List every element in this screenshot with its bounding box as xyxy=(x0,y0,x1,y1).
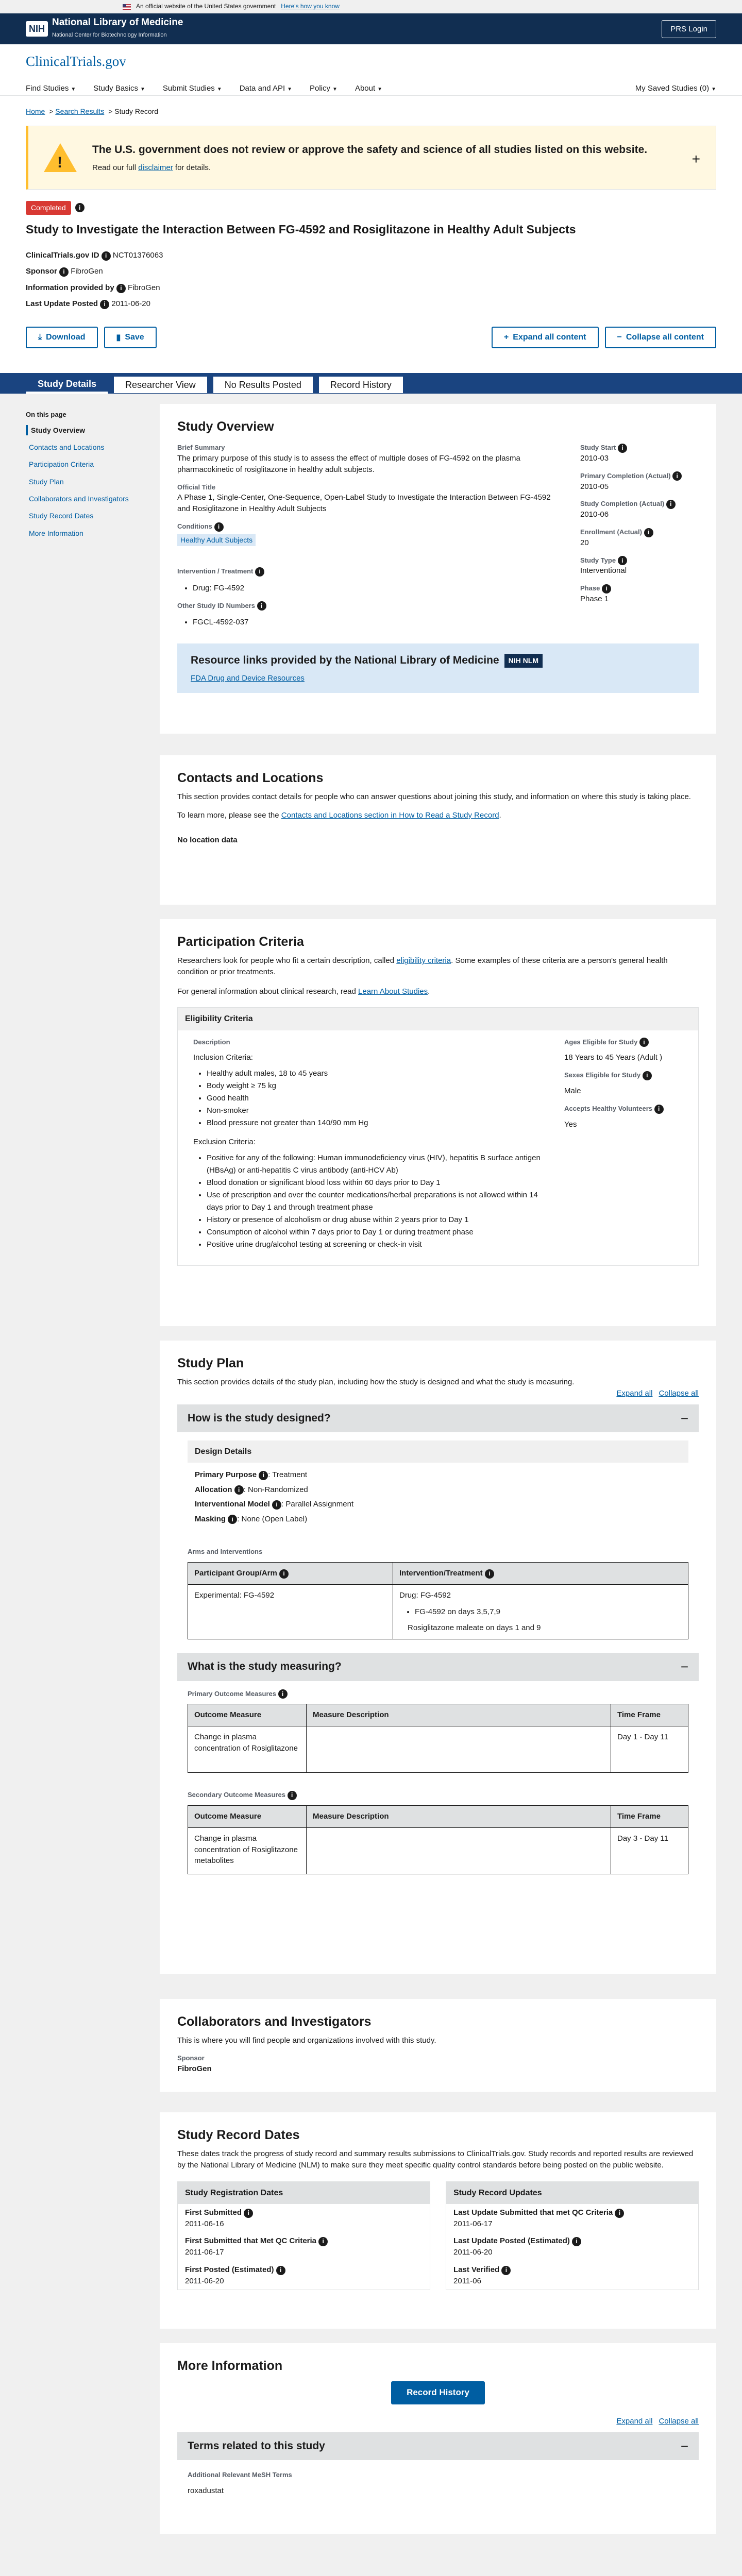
plus-icon: + xyxy=(503,332,509,342)
mesh-term: roxadustat xyxy=(188,2486,224,2495)
primary-outcome-label: Primary Outcome Measures xyxy=(188,1689,276,1698)
sidebar-item-more[interactable]: More Information xyxy=(29,529,83,537)
chevron-down-icon: ▼ xyxy=(377,87,383,93)
info-icon[interactable]: i xyxy=(228,1515,237,1524)
content xyxy=(160,404,716,2575)
menu-submit-studies[interactable]: Submit Studies ▼ xyxy=(162,84,222,93)
tab-study-details[interactable]: Study Details xyxy=(26,376,108,394)
dates-text: These dates track the progress of study record and summary results submissions to ClinicalTrials.gov. Study records and reported results are reviewed by the National Library of Medicine (NLM) to make sure they meet specific quality control standards before being posted on the public website. xyxy=(177,2149,694,2170)
chevron-down-icon: ▼ xyxy=(71,87,76,93)
contacts-more: To learn more, please see the Contacts and Locations section in How to Read a Study Record. xyxy=(177,810,501,820)
masking: : None (Open Label) xyxy=(237,1514,308,1523)
study-info-provider: FibroGen xyxy=(128,283,160,292)
info-icon[interactable]: i xyxy=(276,2266,285,2275)
info-icon[interactable]: i xyxy=(257,601,266,611)
menu-data-api[interactable]: Data and API ▼ xyxy=(239,84,293,93)
brief-label: Brief Summary xyxy=(177,444,225,452)
sidebar xyxy=(26,404,139,2575)
info-icon[interactable]: i xyxy=(278,1689,288,1699)
exclusion-list xyxy=(193,1152,544,1251)
gov-banner-text: An official website of the United States government xyxy=(136,3,276,10)
sidebar-item-contacts[interactable]: Contacts and Locations xyxy=(29,443,105,452)
warning-icon: ! xyxy=(44,143,77,172)
intervention-cell: Drug: FG-4592 • FG-4592 on days 3,5,7,9 Rosiglitazone maleate on days 1 and 9 xyxy=(393,1584,688,1639)
study-meta: ClinicalTrials.gov ID i NCT01376063 Sponsor i FibroGen Information provided by i FibroGen Last Update Posted i 2011-06-20 xyxy=(26,250,163,309)
allocation: : Non-Randomized xyxy=(243,1485,308,1494)
contacts-more-link[interactable]: Contacts and Locations section in How to Read a Study Record xyxy=(281,810,499,820)
primary-purpose: : Treatment xyxy=(268,1470,308,1480)
enrollment: 20 xyxy=(580,538,589,547)
minus-icon: − xyxy=(680,2438,688,2454)
list-item: • Blood donation or significant blood loss within 60 days prior to Day 1 xyxy=(207,1177,544,1189)
resource-title: Resource links provided by the National Library of Medicine xyxy=(191,654,499,667)
info-icon[interactable]: i xyxy=(255,567,264,577)
collab-sponsor-label: Sponsor xyxy=(177,2054,205,2062)
other-ids-label: Other Study ID Numbers i xyxy=(177,601,560,611)
more-title: More Information xyxy=(177,2358,283,2373)
expand-icon[interactable]: + xyxy=(692,151,700,167)
more-expand-all[interactable]: Expand all xyxy=(616,2416,653,2426)
chevron-down-icon: ▼ xyxy=(140,87,145,93)
breadcrumb: Home > Search Results > Study Record xyxy=(26,107,159,115)
site-nav xyxy=(0,44,742,96)
info-icon[interactable]: i xyxy=(666,500,676,509)
info-icon[interactable]: i xyxy=(618,444,627,453)
chevron-down-icon: ▼ xyxy=(711,87,716,93)
eligibility-heading: Eligibility Criteria xyxy=(178,1008,698,1030)
arms-header-group: Participant Group/Arm i xyxy=(188,1563,393,1585)
measure-title: What is the study measuring? xyxy=(188,1660,342,1673)
info-icon[interactable]: i xyxy=(618,556,627,565)
participation-title: Participation Criteria xyxy=(177,934,304,949)
plan-title: Study Plan xyxy=(177,1355,244,1370)
mesh-label: Additional Relevant MeSH Terms xyxy=(188,2471,292,2479)
ages-eligible: 18 Years to 45 Years (Adult ) xyxy=(564,1053,663,1062)
info-icon[interactable]: i xyxy=(214,522,224,532)
chevron-down-icon: ▼ xyxy=(216,87,222,93)
resource-links xyxy=(177,643,699,693)
study-last-update: 2011-06-20 xyxy=(111,299,150,309)
info-icon[interactable]: i xyxy=(259,1471,268,1480)
info-icon[interactable]: i xyxy=(272,1500,281,1510)
status-row xyxy=(26,201,716,214)
design-details-heading: Design Details xyxy=(188,1440,688,1463)
menu-about[interactable]: About ▼ xyxy=(355,84,383,93)
minus-icon: − xyxy=(680,1659,688,1675)
more-section xyxy=(160,2343,716,2534)
arms-header-intervention: Intervention/Treatment i xyxy=(393,1563,688,1585)
info-icon[interactable]: i xyxy=(244,2209,253,2218)
info-icon[interactable]: i xyxy=(654,1105,664,1114)
minus-icon: − xyxy=(617,332,622,342)
measure-accordion[interactable] xyxy=(177,1653,699,1681)
healthy-volunteers: Yes xyxy=(564,1120,577,1129)
phase: Phase 1 xyxy=(580,595,609,603)
breadcrumb-current: Study Record xyxy=(114,107,159,115)
prs-login-button[interactable]: PRS Login xyxy=(662,20,716,38)
menu-study-basics[interactable]: Study Basics ▼ xyxy=(93,84,145,93)
download-icon: ⤓ xyxy=(38,332,42,342)
brief-summary: The primary purpose of this study is to assess the effect of multiple doses of FG-4592 on the plasma pharmacokinetic of rosiglitazone in healthy adult subjects. xyxy=(177,454,520,474)
saved-studies-link[interactable]: My Saved Studies (0) ▼ xyxy=(635,84,716,93)
inclusion-heading: Inclusion Criteria: xyxy=(193,1053,253,1062)
info-icon[interactable]: i xyxy=(602,584,611,594)
info-icon[interactable]: i xyxy=(639,1038,649,1047)
sidebar-item-overview[interactable]: Study Overview xyxy=(26,425,139,435)
info-icon[interactable]: i xyxy=(501,2266,511,2275)
menu-policy[interactable]: Policy ▼ xyxy=(310,84,338,93)
bookmark-icon: ▮ xyxy=(116,333,121,342)
collaborators-section xyxy=(160,1999,716,2092)
table-row: Change in plasma concentration of Rosiglitazone Day 1 - Day 11 xyxy=(188,1726,688,1773)
fda-resources-link[interactable]: FDA Drug and Device Resources xyxy=(191,673,305,683)
info-icon[interactable]: i xyxy=(59,267,69,277)
study-completion: 2010-06 xyxy=(580,510,609,519)
list-item: • History or presence of alcoholism or drug abuse within 2 years prior to Day 1 xyxy=(207,1214,544,1226)
us-flag-icon xyxy=(123,4,131,10)
list-item: • Positive for any of the following: Human immunodeficiency virus (HIV), hepatitis B surface antigen (HBsAg) or anti-hepatitis C virus antibody (anti-HCV Ab) xyxy=(207,1152,544,1177)
chevron-down-icon: ▼ xyxy=(287,87,293,93)
info-icon[interactable]: i xyxy=(643,1071,652,1080)
official-title: A Phase 1, Single-Center, One-Sequence, Open-Label Study to Investigate the Interaction Between FG-4592 and Rosiglitazone in Healthy Adult Subjects xyxy=(177,493,551,514)
study-sponsor: FibroGen xyxy=(71,267,103,276)
nih-nlm-logo-icon: NIH NLM xyxy=(504,654,543,667)
info-icon[interactable]: i xyxy=(485,1569,494,1579)
study-id: NCT01376063 xyxy=(112,250,163,260)
list-item: • Use of prescription and over the counter medications/herbal preparations is not allowed within 14 days prior to Day 1 and through treatment phase xyxy=(207,1189,544,1214)
disclaimer-alert xyxy=(26,126,716,190)
info-icon[interactable]: i xyxy=(116,284,126,293)
general-info: For general information about clinical research, read Learn About Studies. xyxy=(177,987,430,996)
contacts-title: Contacts and Locations xyxy=(177,770,324,785)
design-accordion[interactable] xyxy=(177,1404,699,1432)
tab-researcher-view[interactable]: Researcher View xyxy=(113,376,208,394)
actions-bar xyxy=(26,327,716,354)
contacts-section xyxy=(160,755,716,905)
chevron-down-icon: ▼ xyxy=(332,87,338,93)
sexes-eligible: Male xyxy=(564,1087,581,1096)
gov-banner-link[interactable]: Here's how you know xyxy=(281,3,340,10)
arm-cell: Experimental: FG-4592 xyxy=(188,1584,393,1639)
plan-expand-all[interactable]: Expand all xyxy=(616,1388,653,1398)
arms-label: Arms and Interventions xyxy=(188,1548,263,1556)
sidebar-heading: On this page xyxy=(26,410,66,418)
info-icon[interactable]: i xyxy=(75,203,85,212)
exclusion-heading: Exclusion Criteria: xyxy=(193,1138,256,1147)
eligibility-link[interactable]: eligibility criteria xyxy=(396,956,451,965)
study-type: Interventional xyxy=(580,566,627,575)
nlm-logo[interactable] xyxy=(26,18,183,40)
official-label: Official Title xyxy=(177,483,216,491)
list-item: • Consumption of alcohol within 7 days prior to Day 1 or during treatment phase xyxy=(207,1226,544,1239)
eligibility-box: Eligibility Criteria Description Inclusion Criteria: • Healthy adult males, 18 to 45 years • Body weight ≥ 75 kg • Good health • Non-smoker • Blood pressure not greater than 140/90 mm Hg Exclusion Criteria: • Positive for any of the following: Human immunodeficiency virus (HIV), hepatitis B surface antigen (HBsAg) or anti-hepatitis C virus antibody (anti-HCV Ab) • Blood donation or significant blood loss within 60 days prior to Day 1 • Use of prescription and over the counter medications/herbal preparations is not allowed within 14 days prior to Day 1 and through treatment phase • History or presence of alcoholism or drug abuse within 2 years prior to Day 1 • Consumption of alcohol within 7 days prior to Day 1 or during treatment phase • Positive urine drug/alcohol testing at screening or check-in visit Ages Eligible for Study i 18 Years to 45 Years (Adult ) Sexes Eligible for Study i Male Accepts Healthy Volunteers i Yes xyxy=(177,1007,699,1266)
conditions-label: Conditions i xyxy=(177,522,560,532)
intervention-label: Intervention / Treatment i xyxy=(177,567,560,577)
intervention-item: • Drug: FG-4592 xyxy=(193,583,560,594)
plan-text: This section provides details of the study plan, including how the study is designed and what the study is measuring. xyxy=(177,1378,575,1387)
disclaimer-text: Read our full disclaimer for details. xyxy=(92,163,211,172)
secondary-outcome-table: Outcome Measure Measure Description Time Frame Change in plasma concentration of Rosiglitazone metabolites Day 3 - Day 11 xyxy=(188,1805,688,1874)
plan-collapse-all[interactable]: Collapse all xyxy=(659,1388,699,1398)
info-icon[interactable]: i xyxy=(288,1791,297,1800)
nlm-name: National Library of Medicine xyxy=(52,16,183,28)
more-collapse-all[interactable]: Collapse all xyxy=(659,2416,699,2426)
info-icon[interactable]: i xyxy=(234,1485,244,1495)
table-row: Change in plasma concentration of Rosiglitazone metabolites Day 3 - Day 11 xyxy=(188,1827,688,1874)
info-icon[interactable]: i xyxy=(644,528,653,537)
participation-section xyxy=(160,919,716,1326)
disclaimer-title: The U.S. government does not review or approve the safety and science of all studies listed on this website. xyxy=(92,144,648,156)
info-icon[interactable]: i xyxy=(102,251,111,261)
gov-banner xyxy=(0,0,742,13)
info-icon[interactable]: i xyxy=(572,2237,581,2246)
info-icon[interactable]: i xyxy=(100,300,109,309)
collab-sponsor: FibroGen xyxy=(177,2064,212,2073)
minus-icon: − xyxy=(680,1410,688,1426)
list-item: • Positive urine drug/alcohol testing at screening or check-in visit xyxy=(207,1239,544,1251)
collab-text: This is where you will find people and organizations involved with this study. xyxy=(177,2036,436,2045)
study-title: Study to Investigate the Interaction Between FG-4592 and Rosiglitazone in Healthy Adult Subjects xyxy=(26,222,576,236)
update-dates: Study Record Updates Last Update Submitted that met QC Criteria i 2011-06-17 Last Update Posted (Estimated) i 2011-06-20 Last Verified i 2011-06 xyxy=(446,2181,699,2291)
primary-outcome-table: Outcome Measure Measure Description Time Frame Change in plasma concentration of Rosiglitazone Day 1 - Day 11 xyxy=(188,1704,688,1773)
sidebar-item-collaborators[interactable]: Collaborators and Investigators xyxy=(29,494,129,503)
participation-text: Researchers look for people who fit a certain description, called eligibility criteria. Some examples of these criteria are a person's general health condition or prior treatments. xyxy=(177,956,668,976)
sidebar-item-plan[interactable]: Study Plan xyxy=(29,477,64,486)
menu-find-studies[interactable]: Find Studies ▼ xyxy=(26,84,76,93)
sidebar-item-participation[interactable]: Participation Criteria xyxy=(29,460,94,469)
list-item: • Body weight ≥ 75 kg xyxy=(207,1080,544,1092)
terms-title: Terms related to this study xyxy=(188,2439,325,2452)
table-row xyxy=(188,1584,688,1639)
info-icon[interactable]: i xyxy=(279,1569,289,1579)
list-item: • Good health xyxy=(207,1092,544,1105)
contacts-text: This section provides contact details for people who can answer questions about joining this study, and information on where this study is taking place. xyxy=(177,792,691,802)
primary-completion: 2010-05 xyxy=(580,482,609,491)
design-title: How is the study designed? xyxy=(188,1412,331,1424)
study-start: 2010-03 xyxy=(580,454,609,463)
learn-about-link[interactable]: Learn About Studies xyxy=(358,987,428,996)
inclusion-list xyxy=(193,1067,544,1129)
dates-title: Study Record Dates xyxy=(177,2127,300,2142)
list-item: • Non-smoker xyxy=(207,1105,544,1117)
info-icon[interactable]: i xyxy=(318,2237,328,2246)
expand-all-button[interactable]: + Expand all content xyxy=(492,327,599,348)
record-history-button[interactable]: Record History xyxy=(391,2381,485,2404)
no-location: No location data xyxy=(177,835,238,844)
site-title[interactable]: ClinicalTrials.gov xyxy=(26,54,126,69)
collab-title: Collaborators and Investigators xyxy=(177,2014,372,2029)
condition-tag[interactable]: Healthy Adult Subjects xyxy=(177,534,256,546)
overview-section: Study Overview Brief Summary The primary purpose of this study is to assess the effect of multiple doses of FG-4592 on the plasma pharmacokinetic of rosiglitazone in healthy adult subjects. Official Title A Phase 1, Single-Center, One-Sequence, Open-Label Study to Investigate the Interaction Between FG-4592 and Rosiglitazone in Healthy Adult Subjects Conditions i Healthy Adult Subjects Intervention / Treatment i • Drug: FG-4592 Other Study ID Numbers i • FGCL-4592-037 Study Start i 2010-03 Primary Completion (Actual) i 2010-05 Study Completion (Actual) i 2010-06 Enrollment (Actual) i 20 Study Type i Interventional Phase i Phase 1 Resource links provided by the National Library of Medicine NIH NLM FDA Drug and Device Resources xyxy=(160,404,716,734)
tab-no-results[interactable]: No Results Posted xyxy=(213,376,313,394)
list-item: • Healthy adult males, 18 to 45 years xyxy=(207,1067,544,1080)
interventional-model: : Parallel Assignment xyxy=(281,1500,354,1509)
nlm-header xyxy=(0,13,742,44)
secondary-outcome-label: Secondary Outcome Measures xyxy=(188,1791,286,1799)
download-button[interactable]: ⤓ Download xyxy=(26,327,98,348)
registration-dates: Study Registration Dates First Submitted i 2011-06-16 First Submitted that Met QC Criteria i 2011-06-17 First Posted (Estimated) i 2011-06-20 xyxy=(177,2181,430,2291)
tab-record-history[interactable]: Record History xyxy=(318,376,403,394)
info-icon[interactable]: i xyxy=(672,471,682,481)
info-icon[interactable]: i xyxy=(615,2209,624,2218)
list-item: • Blood pressure not greater than 140/90 mm Hg xyxy=(207,1117,544,1129)
dates-section xyxy=(160,2112,716,2329)
disclaimer-link[interactable]: disclaimer xyxy=(138,163,173,172)
other-id-item: • FGCL-4592-037 xyxy=(193,617,560,628)
breadcrumb-search-results[interactable]: Search Results xyxy=(55,107,105,115)
overview-title: Study Overview xyxy=(177,419,274,434)
breadcrumb-home[interactable]: Home xyxy=(26,107,45,115)
description-label: Description xyxy=(193,1038,230,1046)
tab-bar xyxy=(0,373,742,394)
collapse-all-button[interactable]: − Collapse all content xyxy=(605,327,716,348)
main-area xyxy=(0,394,742,2576)
nlm-sub: National Center for Biotechnology Information xyxy=(52,31,167,38)
nih-logo-icon: NIH xyxy=(26,21,48,37)
plan-section: Study Plan This section provides details of the study plan, including how the study is designed and what the study is measuring. Expand all Collapse all How is the study designed? − Design Details Primary Purpose i : Treatment Allocation i : Non-Randomized Interventional Model i : Parallel Assignment Masking i : None (Open Label) Arms and Interventions Participant Group/Arm i Intervention/Treatment i Experimental: FG-4592 Drug: FG-4592 • FG-4592 on days 3,5,7,9 Rosiglitazone maleate on days 1 and 9 What is the study measuring? − Primary Outcome Measures i Outcome Measure Measure Description Time Frame Change in plasma concentration of Rosiglitazone Day 1 - Day 11 Secondary Outcome Measures i Outcome Measure Measure Description Time Frame Change in plasma concentration of Rosiglitazone metabolites Day 3 - Day 11 xyxy=(160,1341,716,1974)
sidebar-item-dates[interactable]: Study Record Dates xyxy=(29,512,94,520)
status-badge: Completed xyxy=(26,201,71,214)
save-button[interactable]: ▮ Save xyxy=(104,327,157,348)
terms-accordion[interactable] xyxy=(177,2432,699,2460)
arms-table xyxy=(188,1562,688,1639)
